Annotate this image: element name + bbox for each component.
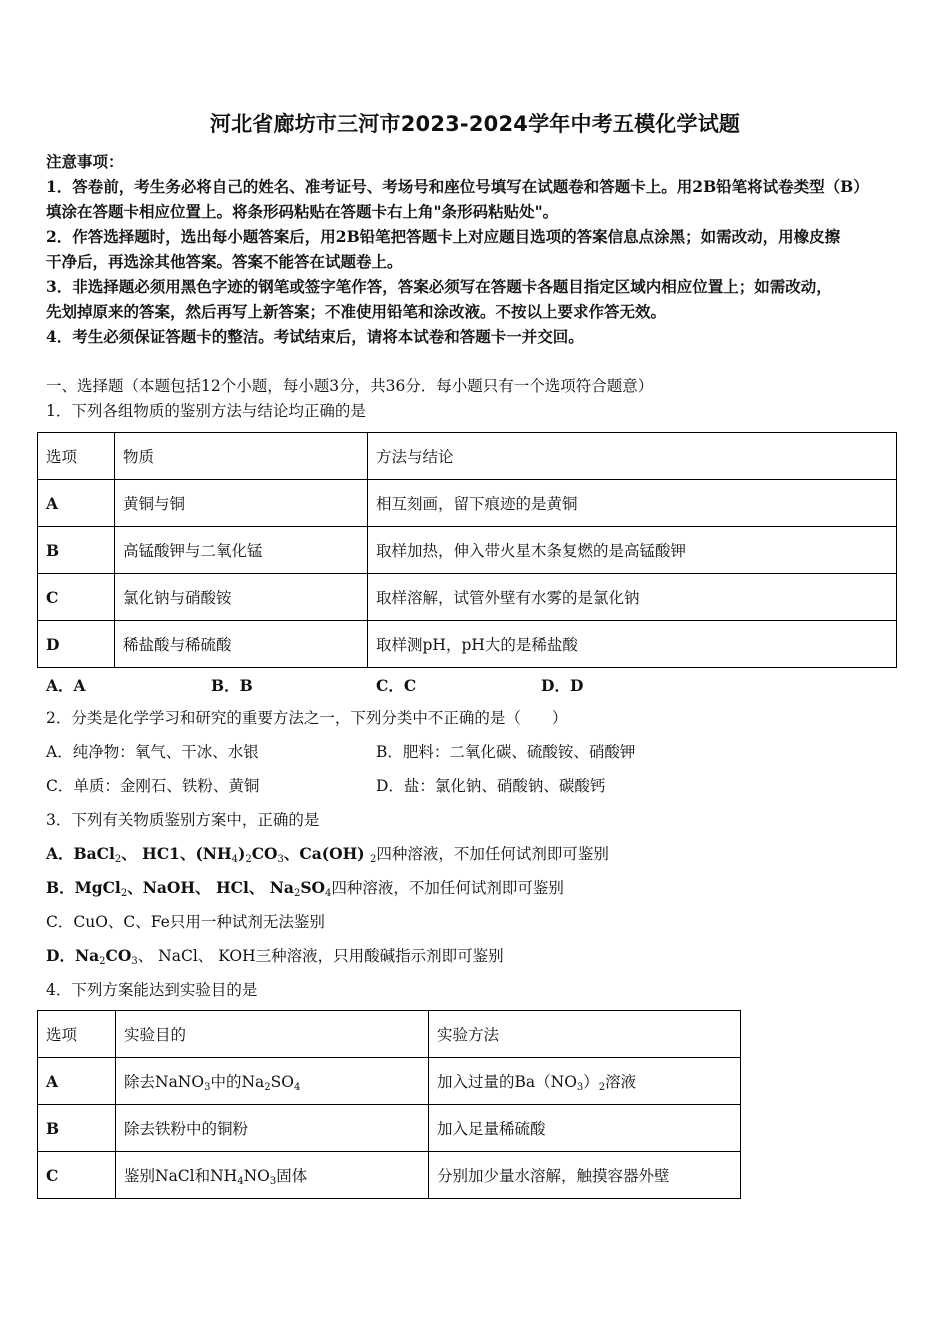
- q2-option-d: D．盐：氯化钠、硝酸钠、碳酸钙: [376, 777, 606, 795]
- q1-table: [37, 432, 897, 668]
- q3-option-b: B．MgCl$_2$、NaOH、 HCl、 $Na_2SO_4$四种溶液，不加任何试剂即可鉴别: [46, 878, 564, 899]
- table-row: [38, 480, 897, 527]
- table-cell: 除去铁粉中的铜粉: [116, 1105, 429, 1152]
- q4-stem: 4．下列方案能达到实验目的是: [46, 981, 258, 999]
- q3-option-c: C．CuO、C、Fe只用一种试剂无法鉴别: [46, 913, 325, 931]
- table-cell: 稀盐酸与稀硫酸: [115, 621, 368, 668]
- table-header-cell: 选项: [38, 433, 115, 480]
- q3-stem: 3．下列有关物质鉴别方案中，正确的是: [46, 811, 320, 829]
- notice-line: 先划掉原来的答案，然后再写上新答案；不准使用铅笔和涂改液。不按以上要求作答无效。: [46, 302, 667, 321]
- notice-line: 1．答卷前，考生务必将自己的姓名、准考证号、考场号和座位号填写在试题卷和答题卡上。用2B铅笔将试卷类型（B）: [46, 177, 869, 196]
- table-row: [38, 621, 897, 668]
- table-cell: 相互刻画，留下痕迹的是黄铜: [368, 480, 897, 527]
- q3-option-d: D．$Na_2CO_3$、 NaCl、 KOH三种溶液，只用酸碱指示剂即可鉴别: [46, 946, 504, 967]
- table-cell: 加入过量的$Ba(NO_3)_2$溶液: [429, 1058, 741, 1105]
- table-row: [38, 1152, 741, 1199]
- table-header-row: [38, 433, 897, 480]
- page-title: 河北省廊坊市三河市2023-2024学年中考五模化学试题: [209, 112, 741, 136]
- q1-option-a: A．A: [46, 676, 86, 695]
- q1-option-d: D．D: [541, 676, 584, 695]
- table-header-row: [38, 1011, 741, 1058]
- table-row: [38, 1058, 741, 1105]
- table-cell: 氯化钠与硝酸铵: [115, 574, 368, 621]
- notice-heading: 注意事项：: [46, 152, 124, 171]
- q4-table: [37, 1010, 741, 1199]
- table-row: [38, 527, 897, 574]
- table-cell-option: C: [38, 574, 115, 621]
- notice-line: 2．作答选择题时，选出每小题答案后，用2B铅笔把答题卡上对应题目选项的答案信息点涂黑；如需改动，用橡皮擦: [46, 227, 841, 246]
- notice-line: 4．考生必须保证答题卡的整洁。考试结束后，请将本试卷和答题卡一并交回。: [46, 327, 584, 346]
- table-cell-option: D: [38, 621, 115, 668]
- table-cell: 高锰酸钾与二氧化锰: [115, 527, 368, 574]
- table-row: [38, 574, 897, 621]
- table-cell-option: A: [38, 480, 115, 527]
- table-cell: 除去NaNO$_3$中的$Na_2SO_4$: [116, 1058, 429, 1105]
- q2-option-c: C．单质：金刚石、铁粉、黄铜: [46, 777, 260, 795]
- section-heading: 一、选择题（本题包括12个小题，每小题3分，共36分．每小题只有一个选项符合题意）: [46, 377, 654, 395]
- table-cell-option: B: [38, 1105, 116, 1152]
- table-cell: 取样溶解，试管外壁有水雾的是氯化钠: [368, 574, 897, 621]
- table-cell-option: C: [38, 1152, 116, 1199]
- table-header-cell: 实验方法: [429, 1011, 741, 1058]
- table-cell: 鉴别NaCl和$NH_4NO_3$固体: [116, 1152, 429, 1199]
- table-cell: 分别加少量水溶解，触摸容器外壁: [429, 1152, 741, 1199]
- q3-option-a: A．BaCl$_2$、 HC1、$(NH_4)_2CO_3$、Ca(OH) $_2$四种溶液，不加任何试剂即可鉴别: [46, 844, 609, 865]
- q1-stem: 1．下列各组物质的鉴别方法与结论均正确的是: [46, 402, 366, 420]
- notice-line: 3．非选择题必须用黑色字迹的钢笔或签字笔作答，答案必须写在答题卡各题目指定区域内相应位置上；如需改动，: [46, 277, 832, 296]
- q1-option-c: C．C: [376, 676, 417, 695]
- table-cell: 取样加热，伸入带火星木条复燃的是高锰酸钾: [368, 527, 897, 574]
- table-header-cell: 选项: [38, 1011, 116, 1058]
- table-cell: 取样测pH，pH大的是稀盐酸: [368, 621, 897, 668]
- q2-stem: 2．分类是化学学习和研究的重要方法之一，下列分类中不正确的是（ ）: [46, 709, 568, 727]
- table-row: [38, 1105, 741, 1152]
- q1-option-b: B．B: [211, 676, 253, 695]
- q2-option-a: A．纯净物：氧气、干冰、水银: [46, 743, 259, 761]
- table-header-cell: 实验目的: [116, 1011, 429, 1058]
- table-cell: 加入足量稀硫酸: [429, 1105, 741, 1152]
- notice-line: 干净后，再选涂其他答案。答案不能答在试题卷上。: [46, 252, 403, 271]
- notice-line: 填涂在答题卡相应位置上。将条形码粘贴在答题卡右上角"条形码粘贴处"。: [46, 202, 559, 221]
- table-cell-option: A: [38, 1058, 116, 1105]
- table-cell-option: B: [38, 527, 115, 574]
- table-header-cell: 物质: [115, 433, 368, 480]
- q2-option-b: B．肥料：二氧化碳、硫酸铵、硝酸钾: [376, 743, 636, 761]
- table-header-cell: 方法与结论: [368, 433, 897, 480]
- table-cell: 黄铜与铜: [115, 480, 368, 527]
